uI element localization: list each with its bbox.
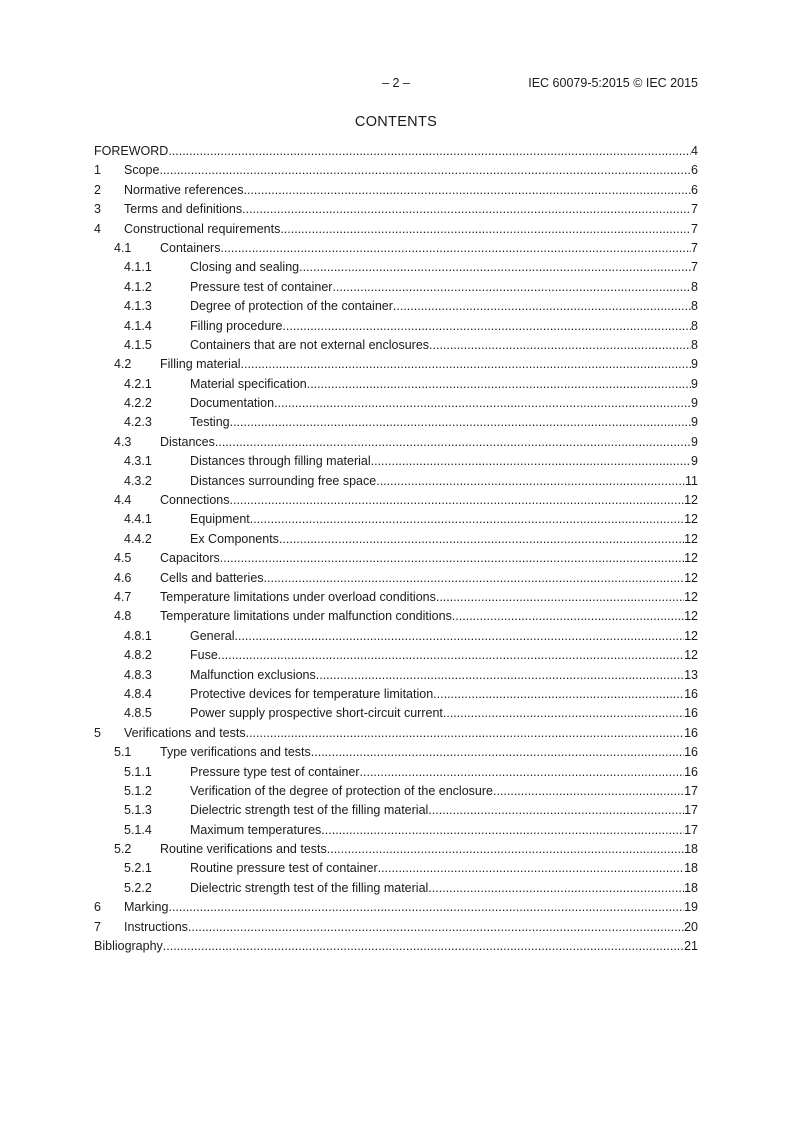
toc-entry-number: 4.3 — [114, 434, 132, 449]
toc-dot-leader — [159, 163, 691, 177]
toc-entry-label: Capacitors — [160, 551, 220, 566]
toc-entry-label: Normative references — [124, 182, 244, 197]
toc-entry-page: 16 — [684, 706, 698, 721]
toc-entry-label: Power supply prospective short-circuit current — [190, 706, 443, 721]
page-title: CONTENTS — [354, 114, 438, 130]
toc-entry[interactable] — [94, 803, 698, 822]
toc-dot-leader — [393, 299, 691, 313]
toc-entry[interactable] — [94, 842, 698, 861]
toc-entry-number: 5.1.3 — [124, 803, 152, 818]
toc-dot-leader — [436, 590, 684, 604]
toc-entry[interactable] — [94, 357, 698, 376]
toc-entry[interactable] — [94, 396, 698, 415]
toc-dot-leader — [332, 280, 691, 294]
toc-entry-number: 4.4.1 — [124, 512, 152, 527]
toc-dot-leader — [299, 260, 691, 274]
table-of-contents — [94, 144, 698, 958]
toc-entry[interactable] — [94, 861, 698, 880]
toc-dot-leader — [163, 939, 684, 953]
toc-dot-leader — [230, 415, 691, 429]
toc-entry-number: 4.4 — [114, 493, 132, 508]
toc-entry[interactable] — [94, 144, 698, 163]
document-id: IEC 60079-5:2015 © IEC 2015 — [528, 76, 698, 90]
toc-entry-label: Verification of the degree of protection of the enclosure — [190, 783, 493, 798]
toc-dot-leader — [311, 745, 684, 759]
toc-dot-leader — [241, 357, 691, 371]
toc-entry-number: 5.1.4 — [124, 822, 152, 837]
toc-dot-leader — [321, 823, 684, 837]
toc-entry-label: Filling material — [160, 357, 241, 372]
toc-entry-number: 4.8.1 — [124, 628, 152, 643]
toc-entry-number: 4.5 — [114, 551, 132, 566]
toc-entry[interactable] — [94, 551, 698, 570]
toc-entry-number: 5 — [94, 725, 101, 740]
toc-entry-label: Dielectric strength test of the filling material — [190, 803, 429, 818]
toc-entry-label: Distances — [160, 434, 215, 449]
toc-entry-number: 4.1.4 — [124, 318, 152, 333]
toc-entry[interactable] — [94, 474, 698, 493]
toc-entry[interactable] — [94, 687, 698, 706]
toc-entry-page: 7 — [691, 260, 698, 275]
toc-entry-label: Instructions — [124, 919, 188, 934]
toc-entry[interactable] — [94, 163, 698, 182]
toc-entry-number: 4.7 — [114, 589, 132, 604]
toc-entry[interactable] — [94, 493, 698, 512]
toc-entry[interactable] — [94, 920, 698, 939]
toc-entry-label: Scope — [124, 163, 160, 178]
toc-entry-page: 9 — [691, 454, 698, 469]
toc-dot-leader — [246, 726, 684, 740]
toc-entry-number: 4 — [94, 221, 101, 236]
toc-dot-leader — [264, 571, 685, 585]
toc-entry-label: Documentation — [190, 396, 275, 411]
toc-entry-page: 12 — [684, 493, 698, 508]
toc-entry-number: 5.2 — [114, 842, 132, 857]
page-header — [94, 76, 698, 92]
toc-entry-label: Distances through filling material — [190, 454, 371, 469]
page-number: – 2 – — [382, 76, 410, 90]
toc-entry-label: Filling procedure — [190, 318, 283, 333]
toc-entry[interactable] — [94, 765, 698, 784]
toc-entry-number: 7 — [94, 919, 101, 934]
toc-entry-number: 5.2.2 — [124, 880, 152, 895]
toc-entry[interactable] — [94, 202, 698, 221]
toc-entry[interactable] — [94, 415, 698, 434]
toc-entry-label: Temperature limitations under overload conditions — [160, 589, 436, 604]
toc-entry-number: 4.2.1 — [124, 376, 152, 391]
toc-dot-leader — [378, 861, 684, 875]
toc-dot-leader — [168, 900, 684, 914]
toc-entry-number: 4.1.2 — [124, 279, 152, 294]
toc-dot-leader — [360, 765, 685, 779]
toc-entry-number: 4.8.4 — [124, 686, 152, 701]
toc-entry-number: 4.1 — [114, 240, 132, 255]
toc-entry-page: 12 — [684, 589, 698, 604]
toc-entry-number: 4.6 — [114, 570, 132, 585]
toc-entry[interactable] — [94, 512, 698, 531]
toc-entry-label: Malfunction exclusions — [190, 667, 316, 682]
toc-entry-number: 4.8.3 — [124, 667, 152, 682]
toc-entry[interactable] — [94, 299, 698, 318]
toc-dot-leader — [371, 454, 691, 468]
toc-dot-leader — [307, 377, 691, 391]
toc-entry-number: 4.2 — [114, 357, 132, 372]
toc-entry[interactable] — [94, 241, 698, 260]
toc-entry-number: 4.1.1 — [124, 260, 152, 275]
toc-entry-page: 6 — [691, 163, 698, 178]
toc-entry-label: Containers that are not external enclosures — [190, 337, 430, 352]
toc-entry-number: 4.1.3 — [124, 299, 152, 314]
toc-entry-page: 18 — [684, 861, 698, 876]
toc-entry[interactable] — [94, 668, 698, 687]
toc-entry-number: 5.1 — [114, 745, 132, 760]
toc-entry[interactable] — [94, 377, 698, 396]
toc-entry[interactable] — [94, 706, 698, 725]
toc-entry-page: 19 — [684, 900, 698, 915]
toc-entry-page: 4 — [691, 144, 698, 158]
toc-entry-page: 7 — [691, 240, 698, 255]
toc-entry-page: 16 — [684, 764, 698, 779]
toc-entry-number: 4.1.5 — [124, 337, 152, 352]
toc-entry-page: 6 — [691, 182, 698, 197]
toc-entry-number: 4.3.1 — [124, 454, 152, 469]
toc-dot-leader — [452, 609, 684, 623]
toc-entry-page: 17 — [684, 822, 698, 837]
toc-dot-leader — [234, 629, 684, 643]
toc-entry-number: 5.1.1 — [124, 764, 152, 779]
toc-dot-leader — [188, 920, 684, 934]
toc-entry-number: 4.8.2 — [124, 648, 152, 663]
toc-entry-page: 12 — [684, 512, 698, 527]
toc-entry-label: Bibliography — [94, 939, 163, 954]
toc-entry-page: 18 — [684, 880, 698, 895]
toc-entry-page: 12 — [684, 628, 698, 643]
toc-entry-page: 9 — [691, 376, 698, 391]
toc-entry-page: 9 — [691, 415, 698, 430]
toc-entry-page: 17 — [684, 803, 698, 818]
toc-entry-label: Pressure type test of container — [190, 764, 360, 779]
toc-entry-page: 13 — [684, 667, 698, 682]
toc-dot-leader — [316, 668, 684, 682]
toc-entry-label: Closing and sealing — [190, 260, 300, 275]
toc-entry-number: 4.3.2 — [124, 473, 152, 488]
toc-dot-leader — [327, 842, 684, 856]
toc-entry-label: Pressure test of container — [190, 279, 333, 294]
toc-entry[interactable] — [94, 222, 698, 241]
toc-entry-label: Terms and definitions — [124, 202, 243, 217]
toc-entry-page: 8 — [691, 318, 698, 333]
toc-entry-page: 11 — [685, 473, 698, 488]
toc-entry-page: 9 — [691, 396, 698, 411]
toc-entry[interactable] — [94, 784, 698, 803]
toc-entry[interactable] — [94, 532, 698, 551]
toc-entry-page: 17 — [684, 783, 698, 798]
toc-entry-page: 8 — [691, 279, 698, 294]
toc-entry-number: 4.4.2 — [124, 531, 152, 546]
toc-dot-leader — [218, 648, 684, 662]
toc-entry-label: Containers — [160, 240, 221, 255]
toc-entry[interactable] — [94, 338, 698, 357]
toc-entry[interactable] — [94, 260, 698, 279]
toc-dot-leader — [220, 241, 691, 255]
toc-entry-number: 5.1.2 — [124, 783, 152, 798]
toc-dot-leader — [376, 474, 685, 488]
toc-entry-label: Protective devices for temperature limitation — [190, 686, 434, 701]
toc-entry[interactable] — [94, 726, 698, 745]
toc-dot-leader — [282, 319, 691, 333]
toc-entry-label: Routine pressure test of container — [190, 861, 378, 876]
toc-dot-leader — [250, 512, 684, 526]
toc-entry-number: 4.2.2 — [124, 396, 152, 411]
toc-dot-leader — [429, 338, 691, 352]
toc-entry[interactable] — [94, 183, 698, 202]
toc-entry[interactable] — [94, 454, 698, 473]
toc-entry[interactable] — [94, 900, 698, 919]
toc-entry[interactable] — [94, 939, 698, 958]
toc-dot-leader — [279, 532, 684, 546]
toc-entry[interactable] — [94, 435, 698, 454]
toc-entry[interactable] — [94, 823, 698, 842]
toc-entry-label: Cells and batteries — [160, 570, 264, 585]
toc-entry-page: 18 — [684, 842, 698, 857]
toc-dot-leader — [215, 435, 691, 449]
toc-entry-label: Dielectric strength test of the filling material — [190, 880, 429, 895]
toc-entry-page: 16 — [684, 745, 698, 760]
toc-dot-leader — [280, 222, 691, 236]
toc-entry-label: Distances surrounding free space — [190, 473, 377, 488]
toc-dot-leader — [220, 551, 684, 565]
toc-entry-label: Routine verifications and tests — [160, 842, 327, 857]
toc-dot-leader — [242, 202, 691, 216]
toc-entry[interactable] — [94, 280, 698, 299]
toc-entry-number: 1 — [94, 163, 101, 178]
toc-entry-label: Ex Components — [190, 531, 279, 546]
toc-entry-label: FOREWORD — [94, 144, 169, 158]
toc-entry-page: 16 — [684, 686, 698, 701]
toc-entry-label: Maximum temperatures — [190, 822, 322, 837]
toc-entry-page: 16 — [684, 725, 698, 740]
toc-entry-label: Marking — [124, 900, 169, 915]
toc-entry-page: 9 — [691, 357, 698, 372]
toc-entry-page: 20 — [684, 919, 698, 934]
toc-dot-leader — [493, 784, 684, 798]
toc-entry[interactable] — [94, 881, 698, 900]
toc-dot-leader — [433, 687, 684, 701]
toc-dot-leader — [244, 183, 692, 197]
toc-entry-label: Testing — [190, 415, 230, 430]
toc-entry-number: 4.8 — [114, 609, 132, 624]
toc-entry-number: 4.8.5 — [124, 706, 152, 721]
toc-entry[interactable] — [94, 571, 698, 590]
toc-entry-page: 7 — [691, 221, 698, 236]
toc-entry-page: 8 — [691, 299, 698, 314]
toc-entry-number: 3 — [94, 202, 101, 217]
toc-dot-leader — [428, 881, 684, 895]
toc-entry-page: 12 — [684, 609, 698, 624]
toc-entry-label: Degree of protection of the container — [190, 299, 393, 314]
toc-entry-page: 12 — [684, 570, 698, 585]
toc-entry-number: 4.2.3 — [124, 415, 152, 430]
toc-entry[interactable] — [94, 609, 698, 628]
toc-dot-leader — [428, 803, 684, 817]
toc-entry-number: 2 — [94, 182, 101, 197]
toc-entry-page: 8 — [691, 337, 698, 352]
toc-entry-label: Verifications and tests — [124, 725, 246, 740]
toc-entry-page: 7 — [691, 202, 698, 217]
toc-entry-page: 12 — [684, 531, 698, 546]
toc-entry-label: Fuse — [190, 648, 218, 663]
toc-dot-leader — [274, 396, 691, 410]
toc-entry-label: Connections — [160, 493, 230, 508]
toc-entry-label: Equipment — [190, 512, 250, 527]
toc-dot-leader — [443, 706, 684, 720]
toc-entry-label: General — [190, 628, 235, 643]
toc-entry-page: 21 — [684, 939, 698, 954]
toc-entry-page: 12 — [684, 551, 698, 566]
toc-entry-number: 5.2.1 — [124, 861, 152, 876]
toc-entry[interactable] — [94, 629, 698, 648]
toc-entry-label: Material specification — [190, 376, 307, 391]
toc-entry[interactable] — [94, 319, 698, 338]
toc-entry-number: 6 — [94, 900, 101, 915]
toc-dot-leader — [230, 493, 685, 507]
toc-dot-leader — [168, 144, 691, 158]
toc-entry-label: Temperature limitations under malfunction conditions — [160, 609, 452, 624]
toc-entry[interactable] — [94, 745, 698, 764]
toc-entry-page: 9 — [691, 434, 698, 449]
toc-entry-label: Constructional requirements — [124, 221, 281, 236]
toc-entry-label: Type verifications and tests — [160, 745, 311, 760]
toc-entry[interactable] — [94, 590, 698, 609]
toc-entry[interactable] — [94, 648, 698, 667]
toc-entry-page: 12 — [684, 648, 698, 663]
